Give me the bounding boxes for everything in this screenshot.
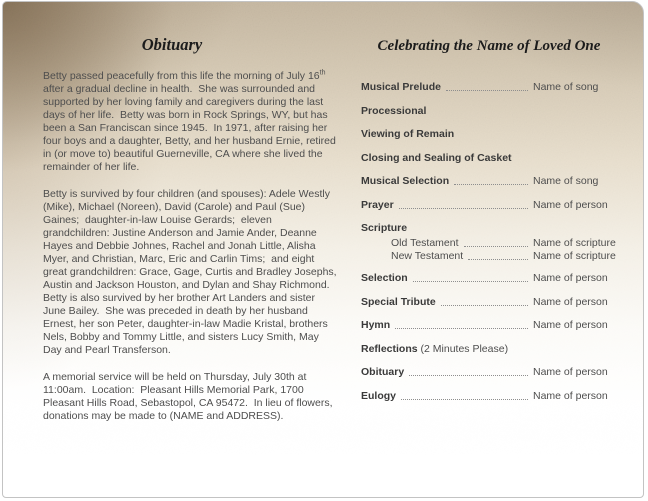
service-row [361, 175, 617, 187]
order-of-service-title: Celebrating the Name of Loved One [377, 38, 601, 54]
obituary-paragraph: A memorial service will be held on Thursday, July 30th at 11:00am. Location: Pleasant Hills Memorial Park, 1700 Pleasant Hills Road, Sebastopol, CA 95472. In lieu of flowers, donations may be made to (NAME and ADDRESS). [43, 371, 336, 422]
service-value: Name of person [533, 295, 608, 308]
service-value: Name of person [533, 389, 608, 402]
dotted-leader [395, 324, 528, 329]
service-value: Name of person [533, 319, 608, 331]
obituary-title: Obituary [141, 35, 203, 54]
dotted-leader [401, 395, 528, 400]
dotted-leader [454, 180, 528, 185]
dotted-leader [464, 242, 528, 247]
service-label: Closing and Sealing of Casket [361, 151, 512, 164]
service-label: Reflections [361, 342, 418, 355]
superscript-text: th [319, 69, 326, 77]
obituary-paragraph: Betty is survived by four children (and spouses): Adele Westly (Mike), Michael (Noreen), David (Carole) and Paul (Sue) Gaines; daughter-in-law Louise Gerards; eleven grandchildren: Justine Anderson and Jamie Ander, Deanne Hayes and Debbie Johnes, Rachel and Jonah Little, Alisha Myer, and Christian, Marc, Eric and Carlin Tims; and eight great grandchildren: Grace, Gage, Curtis and Bradley Josephs, Austin and Jackson Houston, and Dylan and Shay Richmond. Betty is also survived by her brother Art Landers and sister June Bailey. She was preceded in death by her husband Ernest, her son Peter, daughter-in-law Madie Kristal, brothers Nels, Bobby and Tommy Little, and sisters Lucy Smith, May Day and Pearl Transferson. [43, 188, 339, 356]
service-label: Musical Prelude [361, 81, 441, 93]
service-row [361, 250, 617, 262]
service-label: Hymn [361, 319, 391, 331]
service-label: Musical Selection [361, 175, 450, 187]
service-row [361, 366, 617, 378]
service-value: Name of song [533, 81, 599, 93]
service-row [361, 152, 617, 164]
service-row [361, 222, 617, 234]
dotted-leader [468, 255, 528, 260]
dotted-leader [441, 301, 528, 306]
service-label: Viewing of Remain [361, 128, 455, 140]
service-row [361, 319, 617, 331]
service-row [361, 237, 617, 249]
service-label: Obituary [361, 366, 405, 378]
dotted-leader [399, 204, 528, 209]
service-value: Name of person [533, 198, 608, 211]
service-row [361, 128, 617, 140]
service-row [361, 105, 617, 117]
parchment-paper [2, 1, 644, 498]
dotted-leader [413, 277, 528, 282]
service-subgroup [361, 237, 617, 262]
service-row [361, 81, 617, 93]
obituary-paragraphs [43, 70, 337, 423]
service-value: Name of person [533, 272, 608, 284]
service-label: Selection [361, 272, 408, 284]
service-value: Name of person [533, 366, 608, 378]
service-label: Eulogy [361, 389, 397, 402]
service-value: Name of scripture [533, 250, 616, 262]
service-row [361, 296, 617, 308]
service-label: Prayer [361, 198, 394, 211]
service-list [361, 81, 617, 402]
obituary-column [43, 35, 337, 437]
dotted-leader [409, 371, 528, 376]
service-label: New Testament [391, 250, 464, 262]
service-row [361, 199, 617, 211]
obituary-paragraph: Betty passed peacefully from this life the morning of July 16th after a gradual decline in health. She was surrounded and supported by her loving family and caregivers during the last days of her life. Betty was born in Rock Springs, WY, but has been a San Franciscan since 1945. In 1971, after raising her four boys and a daughter, Betty, and her husband Ernie, retired in (or move to) beautiful Guerneville, CA where she lived the remainder of her life. [43, 69, 339, 173]
service-label: Special Tribute [361, 295, 436, 308]
service-row [361, 390, 617, 402]
service-note: (2 Minutes Please) [417, 342, 509, 355]
service-row [361, 343, 617, 355]
service-row [361, 272, 617, 284]
service-label: Old Testament [391, 237, 459, 249]
dotted-leader [446, 86, 528, 91]
service-label: Processional [361, 104, 427, 117]
service-value: Name of song [533, 175, 599, 187]
service-value: Name of scripture [533, 237, 616, 249]
order-of-service-column [361, 38, 617, 413]
service-label: Scripture [361, 222, 408, 234]
